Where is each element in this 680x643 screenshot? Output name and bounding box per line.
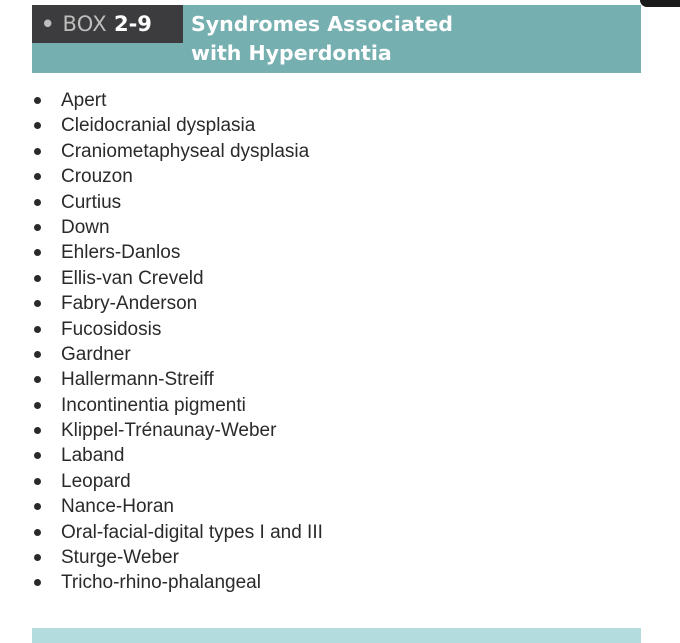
list-item: [34, 545, 323, 570]
page-corner-shadow: [640, 0, 680, 7]
box-header: [32, 5, 641, 73]
list-item: [34, 113, 323, 138]
list-item-text: Fucosidosis: [61, 318, 162, 340]
list-item-text: Down: [61, 216, 110, 238]
bullet-icon: [34, 300, 41, 307]
list-item-text: Laband: [61, 445, 125, 467]
list-item: [34, 139, 323, 164]
list-item: [34, 469, 323, 494]
box-title-line-2: with Hyperdontia: [191, 41, 392, 65]
bullet-icon: [34, 351, 41, 358]
list-item: [34, 367, 323, 392]
bullet-icon: [34, 173, 41, 180]
box-bullet: •: [41, 12, 55, 36]
list-item: [34, 164, 323, 189]
bullet-icon: [34, 326, 41, 333]
bullet-icon: [34, 275, 41, 282]
list-item-text: Cleidocranial dysplasia: [61, 115, 256, 137]
list-item: [34, 418, 323, 443]
bullet-icon: [34, 97, 41, 104]
bullet-icon: [34, 554, 41, 561]
syndrome-list: [34, 88, 323, 596]
list-item: [34, 88, 323, 113]
list-item-text: Nance-Horan: [61, 496, 174, 518]
list-item-text: Apert: [61, 90, 107, 111]
box-title: [191, 10, 453, 68]
bullet-icon: [34, 503, 41, 510]
bullet-icon: [34, 529, 41, 536]
bullet-icon: [34, 452, 41, 459]
list-item-text: Ellis-van Creveld: [61, 267, 204, 289]
list-item-text: Sturge-Weber: [61, 547, 179, 569]
list-item-text: Incontinentia pigmenti: [61, 394, 246, 416]
list-item: [34, 266, 323, 291]
list-item-text: Gardner: [61, 343, 131, 365]
list-item: [34, 317, 323, 342]
bullet-icon: [34, 376, 41, 383]
list-item-text: Curtius: [61, 191, 122, 213]
bullet-icon: [34, 478, 41, 485]
bullet-icon: [34, 224, 41, 231]
box-title-line-1: Syndromes Associated: [191, 12, 453, 36]
list-item: [34, 393, 323, 418]
bullet-icon: [34, 199, 41, 206]
list-item-text: Fabry-Anderson: [61, 293, 198, 315]
list-item: [34, 494, 323, 519]
list-item: [34, 443, 323, 468]
list-item-text: Tricho-rhino-phalangeal: [61, 572, 261, 594]
box-footer-bar: [32, 628, 641, 643]
list-item-text: Hallermann-Streiff: [61, 369, 214, 391]
list-item-text: Craniometaphyseal dysplasia: [61, 140, 310, 162]
list-item: [34, 215, 323, 240]
bullet-icon: [34, 579, 41, 586]
list-item: [34, 240, 323, 265]
list-item-text: Leopard: [61, 470, 131, 492]
list-item: [34, 342, 323, 367]
list-item: [34, 190, 323, 215]
list-item-text: Crouzon: [61, 166, 133, 188]
bullet-icon: [34, 249, 41, 256]
list-item: [34, 570, 323, 595]
list-item-text: Klippel-Trénaunay-Weber: [61, 420, 277, 442]
box-number-label: [32, 5, 183, 43]
bullet-icon: [34, 148, 41, 155]
bullet-icon: [34, 122, 41, 129]
list-item-text: Oral-facial-digital types I and III: [61, 521, 323, 543]
bullet-icon: [34, 427, 41, 434]
bullet-icon: [34, 402, 41, 409]
box-word: BOX: [62, 12, 107, 36]
list-item-text: Ehlers-Danlos: [61, 242, 181, 264]
list-item: [34, 291, 323, 316]
list-item: [34, 520, 323, 545]
box-number: 2-9: [113, 12, 152, 36]
